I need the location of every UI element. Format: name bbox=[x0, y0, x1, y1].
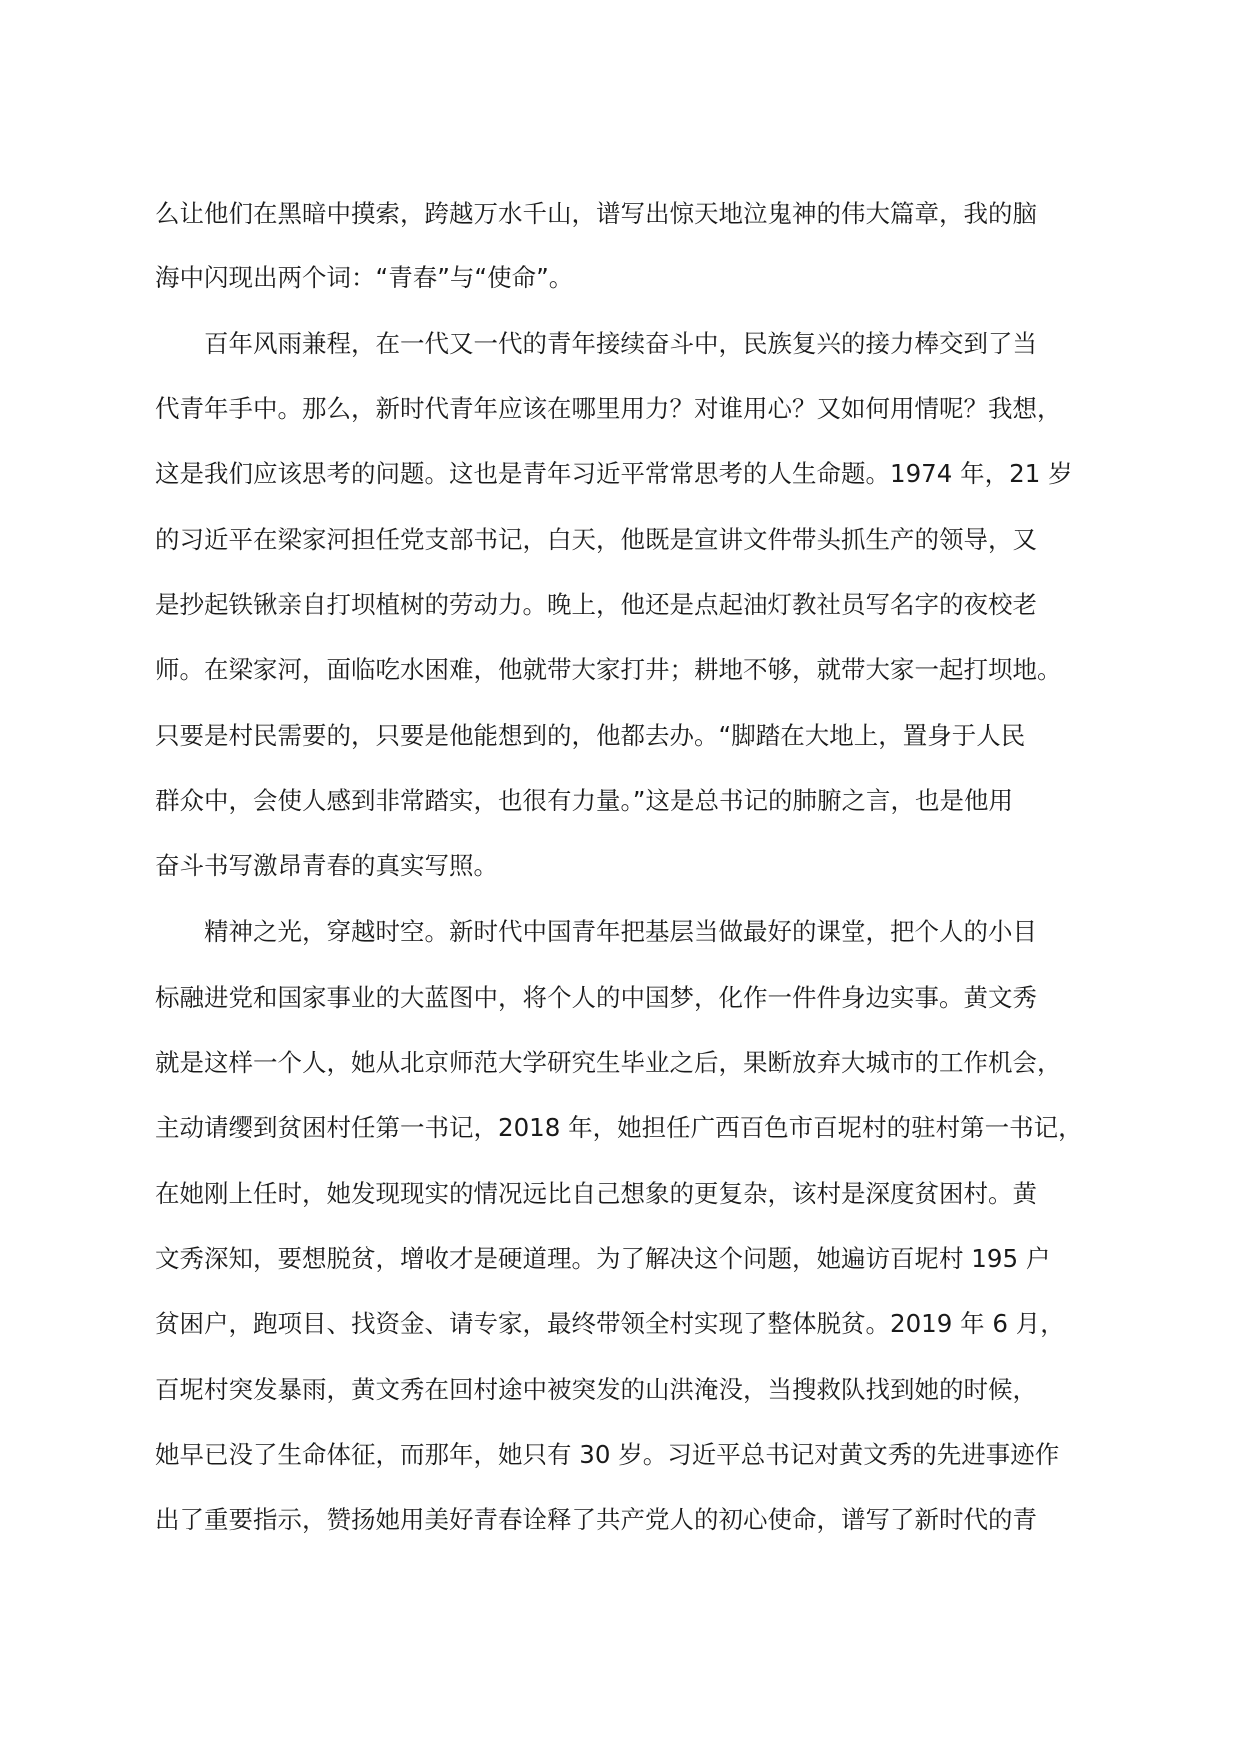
text-line-11: 奋斗书写激昂青春的真实写照。 bbox=[155, 851, 498, 880]
text-line-4: 代青年手中。那么，新时代青年应该在哪里用力？对谁用心？又如何用情呢？我想， bbox=[155, 394, 1062, 423]
text-line-9: 只要是村民需要的，只要是他能想到的，他都去办。“脚踏在大地上，置身于人民 bbox=[155, 721, 1026, 750]
text-line-19: 百坭村突发暴雨，黄文秀在回村途中被突发的山洪淹没，当搜救队找到她的时候， bbox=[155, 1375, 1037, 1404]
text-line-3: 百年风雨兼程，在一代又一代的青年接续奋斗中，民族复兴的接力棒交到了当 bbox=[155, 329, 1037, 358]
text-line-7: 是抄起铁锹亲自打坝植树的劳动力。晚上，他还是点起油灯教社员写名字的夜校老 bbox=[155, 590, 1037, 619]
text-line-5: 这是我们应该思考的问题。这也是青年习近平常常思考的人生命题。1974 年，21 岁 bbox=[155, 459, 1073, 488]
text-line-1: 么让他们在黑暗中摸索，跨越万水千山，谱写出惊天地泣鬼神的伟大篇章，我的脑 bbox=[155, 199, 1037, 228]
text-line-13: 标融进党和国家事业的大蓝图中，将个人的中国梦，化作一件件身边实事。黄文秀 bbox=[155, 983, 1037, 1012]
text-line-15: 主动请缨到贫困村任第一书记，2018 年，她担任广西百色市百坭村的驻村第一书记， bbox=[155, 1113, 1083, 1142]
text-line-18: 贫困户，跑项目、找资金、请专家，最终带领全村实现了整体脱贫。2019 年 6 月， bbox=[155, 1309, 1065, 1338]
text-line-6: 的习近平在梁家河担任党支部书记，白天，他既是宣讲文件带头抓生产的领导，又 bbox=[155, 525, 1037, 554]
text-line-12: 精神之光，穿越时空。新时代中国青年把基层当做最好的课堂，把个人的小目 bbox=[155, 917, 1037, 946]
text-line-21: 出了重要指示，赞扬她用美好青春诠释了共产党人的初心使命，谱写了新时代的青 bbox=[155, 1505, 1037, 1534]
text-line-20: 她早已没了生命体征，而那年，她只有 30 岁。习近平总书记对黄文秀的先进事迹作 bbox=[155, 1440, 1060, 1469]
text-line-2: 海中闪现出两个词：“青春”与“使命”。 bbox=[155, 263, 574, 292]
text-line-14: 就是这样一个人，她从北京师范大学研究生毕业之后，果断放弃大城市的工作机会， bbox=[155, 1048, 1062, 1077]
text-line-8: 师。在梁家河，面临吃水困难，他就带大家打井；耕地不够，就带大家一起打坝地。 bbox=[155, 655, 1062, 684]
text-line-17: 文秀深知，要想脱贫，增收才是硬道理。为了解决这个问题，她遍访百坭村 195 户 bbox=[155, 1244, 1051, 1273]
text-line-16: 在她刚上任时，她发现现实的情况远比自己想象的更复杂，该村是深度贫困村。黄 bbox=[155, 1179, 1037, 1208]
text-line-10: 群众中，会使人感到非常踏实，也很有力量。”这是总书记的肺腑之言，也是他用 bbox=[155, 786, 1013, 815]
